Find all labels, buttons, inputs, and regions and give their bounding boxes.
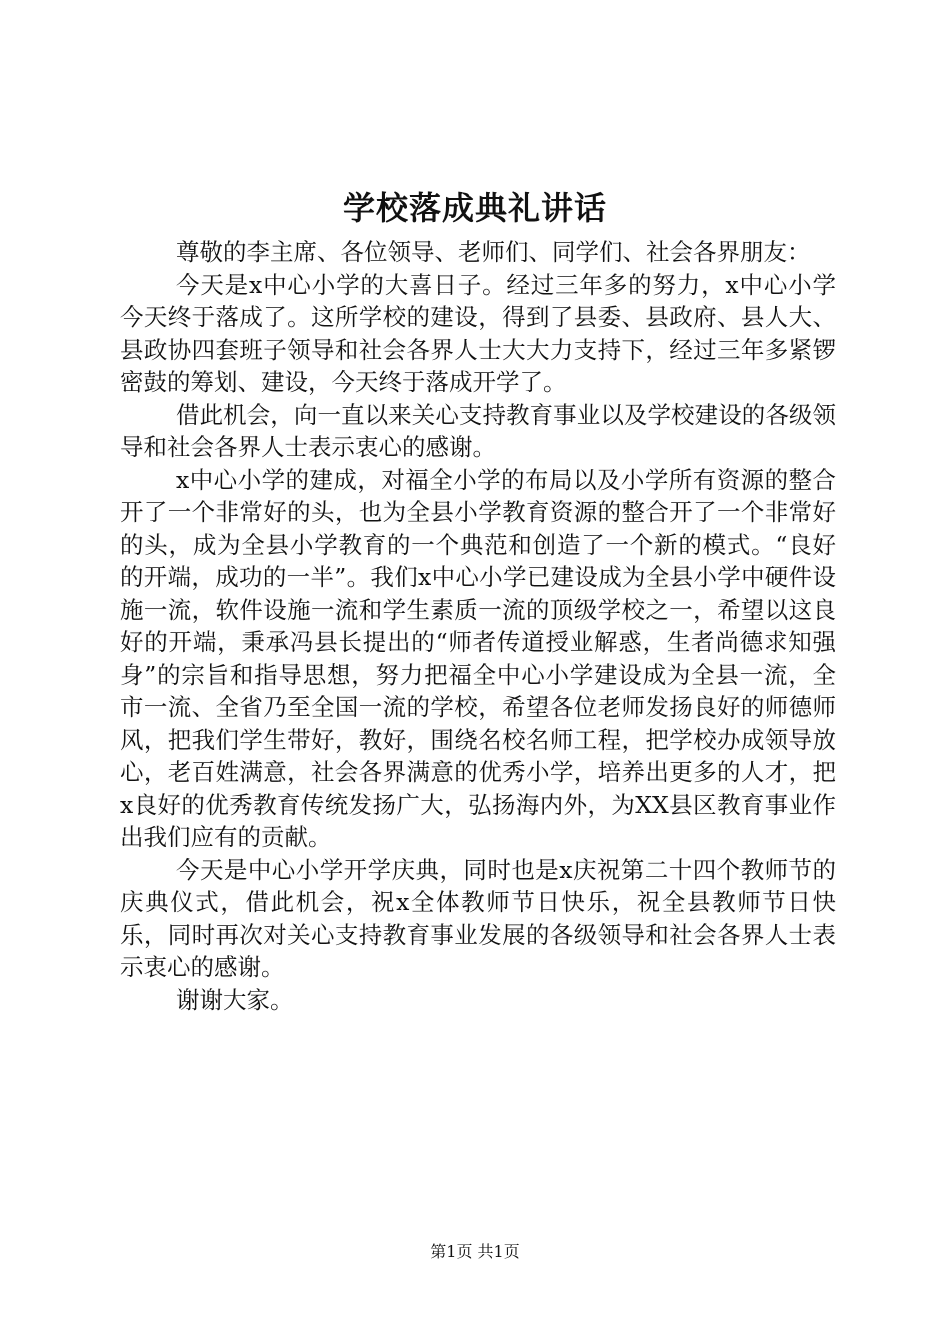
paragraph-4: 今天是中心小学开学庆典，同时也是x庆祝第二十四个教师节的庆典仪式，借此机会，祝x全体教师节日快乐，祝全县教师节日快乐，同时再次对关心支持教育事业发展的各级领导和社会各界人士表示衷心的感谢。 [120, 855, 836, 981]
paragraph-2: 借此机会，向一直以来关心支持教育事业以及学校建设的各级领导和社会各界人士表示衷心的感谢。 [120, 400, 836, 461]
document-body [120, 236, 836, 1016]
paragraph-3: x中心小学的建成，对福全小学的布局以及小学所有资源的整合开了一个非常好的头，也为全县小学教育资源的整合开了一个非常好的头，成为全县小学教育的一个典范和创造了一个新的模式。“良好的开端，成功的一半”。我们x中心小学已建设成为全县小学中硬件设施一流，软件设施一流和学生素质一流的顶级学校之一，希望以这良好的开端，秉承冯县长提出的“师者传道授业解惑，生者尚德求知强身”的宗旨和指导思想，努力把福全中心小学建设成为全县一流，全市一流、全省乃至全国一流的学校，希望各位老师发扬良好的师德师风，把我们学生带好，教好，围绕名校名师工程，把学校办成领导放心，老百姓满意，社会各界满意的优秀小学，培养出更多的人才，把x良好的优秀教育传统发扬广大，弘扬海内外，为XX县区教育事业作出我们应有的贡献。 [120, 465, 836, 851]
closing-line: 谢谢大家。 [176, 985, 294, 1014]
paragraph-1: 今天是x中心小学的大喜日子。经过三年多的努力，x中心小学今天终于落成了。这所学校的建设，得到了县委、县政府、县人大、县政协四套班子领导和社会各界人士大大力支持下，经过三年多紧锣密鼓的筹划、建设，今天终于落成开学了。 [120, 270, 836, 396]
page-footer: 第1页 共1页 [430, 1242, 520, 1261]
document-title: 学校落成典礼讲话 [342, 189, 607, 227]
salutation: 尊敬的李主席、各位领导、老师们、同学们、社会各界朋友： [176, 238, 811, 266]
